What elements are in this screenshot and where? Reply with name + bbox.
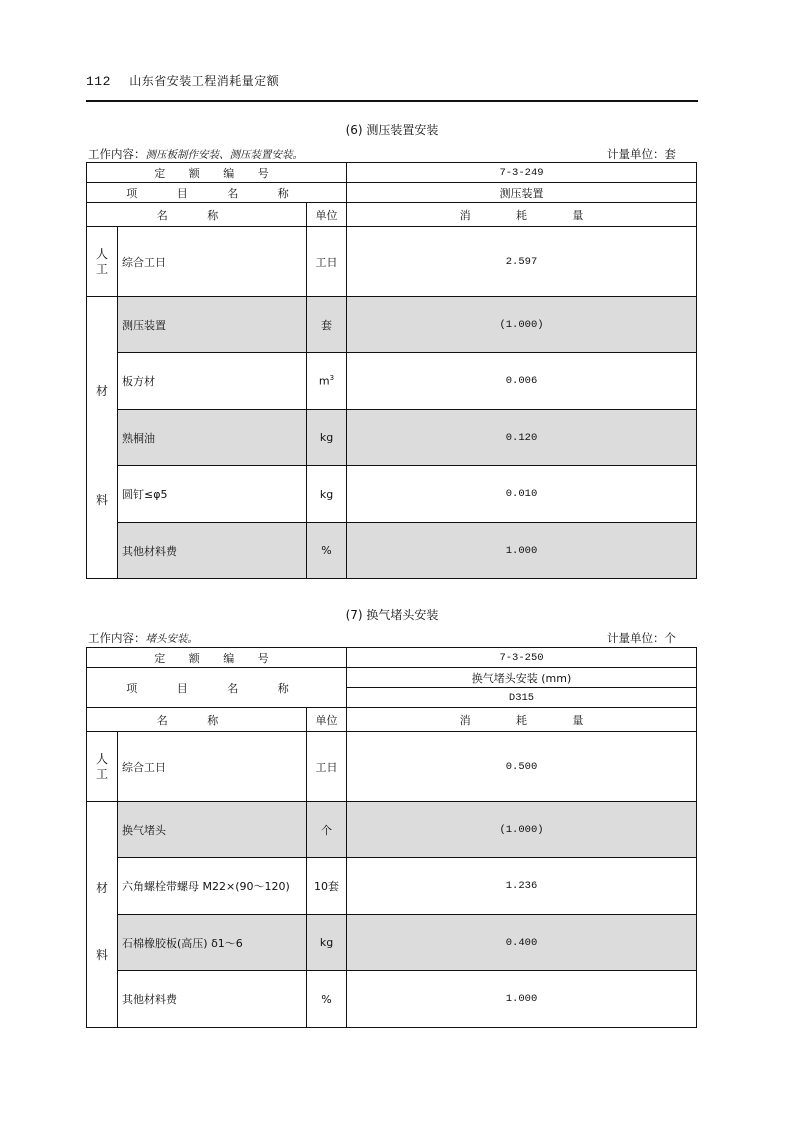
material-row [87, 466, 697, 523]
material-unit: % [307, 523, 347, 579]
material-name: 板方材 [118, 353, 307, 410]
material-unit: kg [307, 410, 347, 466]
section-7-unit: 计量单位：个 [607, 631, 676, 645]
column-header-unit: 单位 [307, 203, 347, 227]
code-label: 定 额 编 号 [87, 648, 347, 668]
material-unit: 套 [307, 297, 347, 353]
material-unit: kg [307, 466, 347, 523]
column-header-name: 名 称 [87, 203, 307, 227]
column-header-name: 名 称 [87, 708, 307, 732]
material-value: 0.010 [347, 466, 697, 523]
material-name: 圆钉≤φ5 [118, 466, 307, 523]
labor-value: 0.500 [347, 732, 697, 802]
category-labor: 人 工 [87, 227, 118, 297]
labor-unit: 工日 [307, 732, 347, 802]
material-unit: kg [307, 915, 347, 971]
material-value: (1.000) [347, 802, 697, 858]
material-value: (1.000) [347, 297, 697, 353]
labor-row [87, 732, 697, 802]
quota-table-6 [86, 162, 697, 579]
header-rule [86, 100, 698, 102]
material-name: 熟桐油 [118, 410, 307, 466]
labor-name: 综合工日 [118, 732, 307, 802]
material-unit: % [307, 971, 347, 1028]
material-row [87, 523, 697, 579]
material-name: 其他材料费 [118, 523, 307, 579]
section-7-title: (7) 换气堵头安装 [345, 608, 439, 622]
section-6-unit: 计量单位：套 [607, 147, 676, 161]
material-row [87, 353, 697, 410]
labor-value: 2.597 [347, 227, 697, 297]
section-6-work-content [88, 146, 303, 162]
quota-table-7 [86, 647, 697, 1028]
material-row [87, 858, 697, 915]
item-name: 测压装置 [347, 183, 697, 203]
material-value: 1.000 [347, 971, 697, 1028]
page-header [86, 72, 279, 89]
material-row [87, 971, 697, 1028]
material-value: 0.006 [347, 353, 697, 410]
section-7-work-content [88, 630, 198, 646]
section-6-title: (6) 测压装置安装 [345, 123, 439, 137]
category-labor: 人 工 [87, 732, 118, 802]
material-name: 其他材料费 [118, 971, 307, 1028]
item-name: 换气堵头安装 (mm) [347, 668, 697, 688]
column-header-consumption: 消 耗 量 [347, 203, 697, 227]
material-value: 1.236 [347, 858, 697, 915]
item-label: 项 目 名 称 [87, 183, 347, 203]
material-unit: 10套 [307, 858, 347, 915]
quota-code: 7-3-249 [347, 163, 697, 183]
work-description: 测压板制作安装、测压装置安装。 [145, 149, 303, 161]
material-value: 0.400 [347, 915, 697, 971]
category-material: 材 料 [87, 297, 118, 579]
item-label: 项 目 名 称 [87, 668, 347, 708]
material-value: 1.000 [347, 523, 697, 579]
labor-unit: 工日 [307, 227, 347, 297]
material-name: 石棉橡胶板(高压) δ1～6 [118, 915, 307, 971]
work-label: 工作内容： [88, 147, 146, 161]
material-row [87, 297, 697, 353]
material-name: 测压装置 [118, 297, 307, 353]
work-description: 堵头安装。 [145, 633, 198, 645]
quota-code: 7-3-250 [347, 648, 697, 668]
labor-name: 综合工日 [118, 227, 307, 297]
code-label: 定 额 编 号 [87, 163, 347, 183]
material-row [87, 802, 697, 858]
item-spec: D315 [347, 688, 697, 708]
material-row [87, 410, 697, 466]
column-header-consumption: 消 耗 量 [347, 708, 697, 732]
material-name: 换气堵头 [118, 802, 307, 858]
book-title: 山东省安装工程消耗量定额 [129, 74, 280, 88]
material-unit: $m^3$ [307, 353, 347, 410]
material-name: 六角螺栓带螺母 M22×(90～120) [118, 858, 307, 915]
page-number: 112 [86, 74, 111, 89]
category-material: 材 料 [87, 802, 118, 1028]
column-header-unit: 单位 [307, 708, 347, 732]
material-value: 0.120 [347, 410, 697, 466]
work-label: 工作内容： [88, 631, 146, 645]
material-row [87, 915, 697, 971]
labor-row [87, 227, 697, 297]
material-unit: 个 [307, 802, 347, 858]
